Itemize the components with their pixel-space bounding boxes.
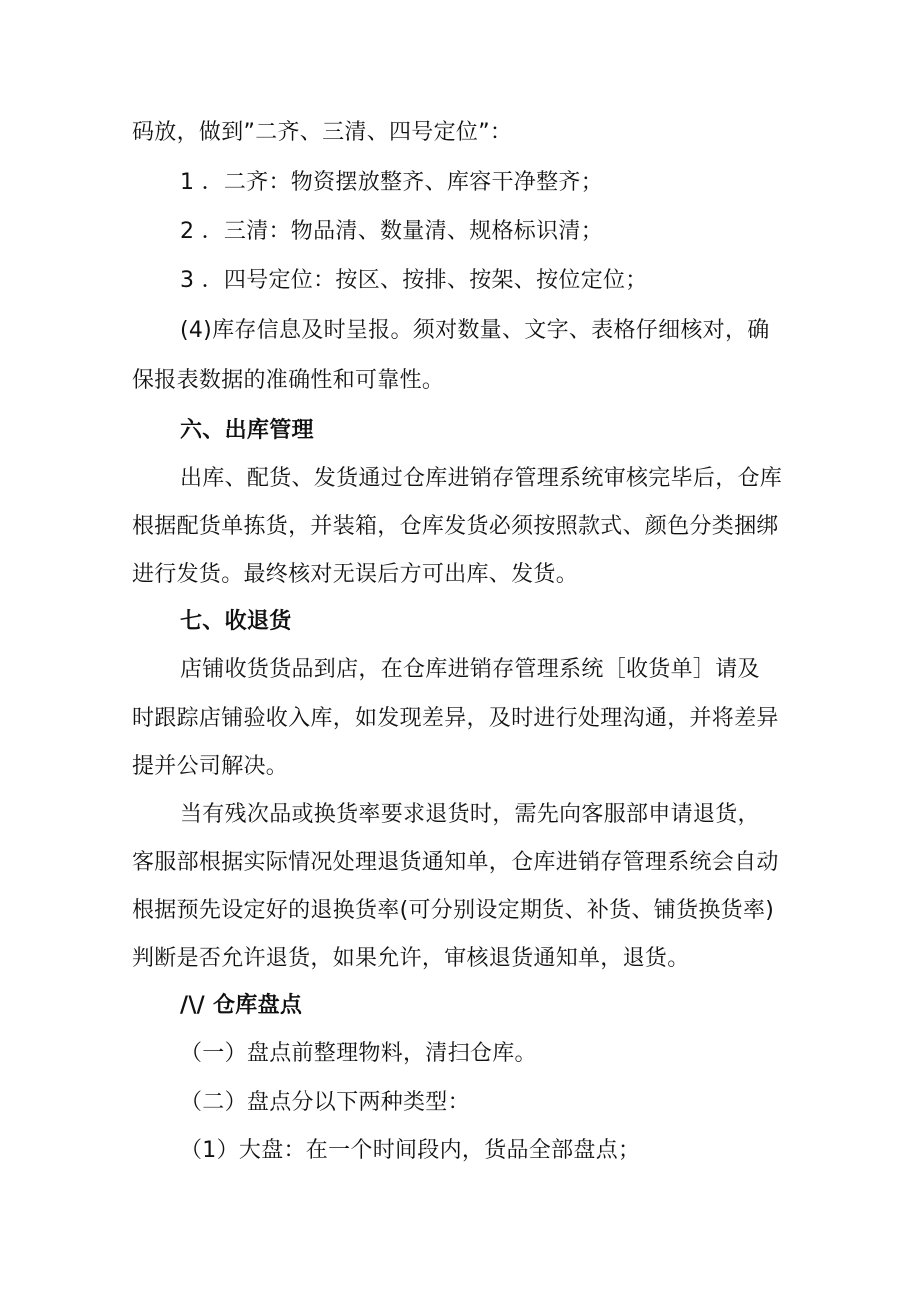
list-item: （一）盘点前整理物料，清扫仓库。 xyxy=(180,1041,537,1066)
section-heading: 六、出库管理 xyxy=(180,418,314,443)
paragraph-line: 保报表数据的准确性和可靠性。 xyxy=(132,368,445,393)
paragraph-line: 出库、配货、发货通过仓库进销存管理系统审核完毕后，仓库 xyxy=(180,466,783,491)
paragraph-line: 码放，做到”二齐、三清、四号定位”： xyxy=(132,120,513,145)
paragraph-line: 根据预先设定好的退换货率(可分别设定期货、补货、铺货换货率) xyxy=(132,898,775,923)
section-heading: /\/ 仓库盘点 xyxy=(180,993,303,1018)
paragraph-line: 店铺收货货品到店，在仓库进销存管理系统［收货单］请及 xyxy=(180,657,760,682)
paragraph-line: 当有残次品或换货率要求退货时，需先向客服部申请退货， xyxy=(180,802,760,827)
paragraph-line: 客服部根据实际情况处理退货通知单，仓库进销存管理系统会自动 xyxy=(132,850,779,875)
list-item: 3 ．四号定位：按区、按排、按架、按位定位； xyxy=(180,268,648,293)
paragraph-line: (4)库存信息及时呈报。须对数量、文字、表格仔细核对，确 xyxy=(180,318,770,343)
paragraph-line: 根据配货单拣货，并装箱，仓库发货必须按照款式、颜色分类捆绑 xyxy=(132,514,779,539)
section-heading: 七、收退货 xyxy=(180,609,292,634)
list-item: （1）大盘：在一个时间段内，货品全部盘点； xyxy=(180,1138,641,1163)
list-item: 1 ．二齐：物资摆放整齐、库容干净整齐； xyxy=(180,170,603,195)
list-item: 2 ．三清：物品清、数量清、规格标识清； xyxy=(180,219,603,244)
paragraph-line: 提并公司解决。 xyxy=(132,754,289,779)
paragraph-line: 时跟踪店铺验收入库，如发现差异，及时进行处理沟通，并将差异 xyxy=(132,706,779,731)
list-item: （二）盘点分以下两种类型： xyxy=(180,1090,470,1115)
paragraph-line: 进行发货。最终核对无误后方可出库、发货。 xyxy=(132,562,579,587)
paragraph-line: 判断是否允许退货，如果允许，审核退货通知单，退货。 xyxy=(132,946,690,971)
